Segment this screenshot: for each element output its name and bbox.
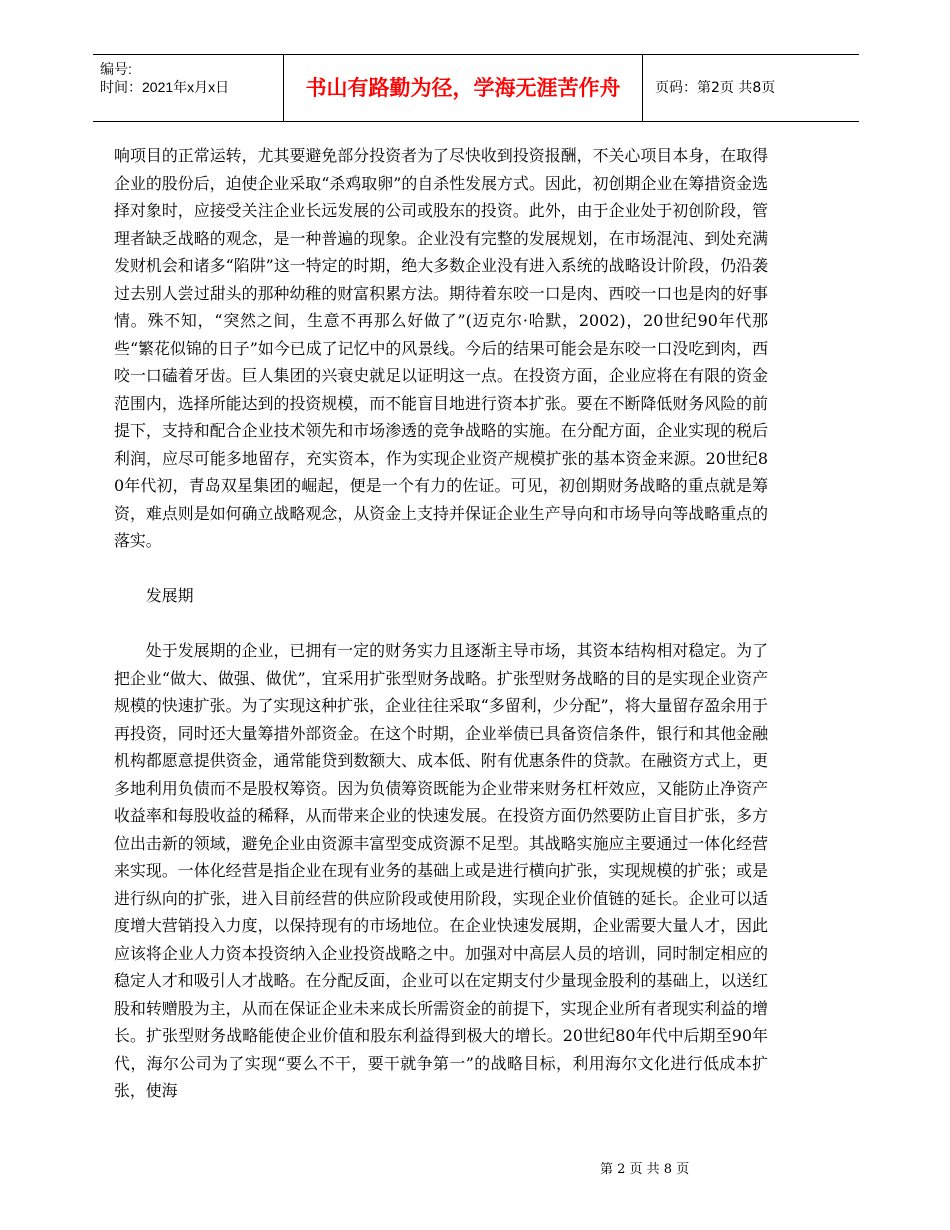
header-page-info: 页码：第2页 共8页 bbox=[655, 80, 776, 96]
header-motto: 书山有路勤为径，学海无涯苦作舟 bbox=[284, 55, 643, 121]
header-meta bbox=[93, 55, 284, 121]
document-body bbox=[114, 142, 768, 1105]
page-header bbox=[93, 54, 859, 122]
document-number-label: 编号: bbox=[100, 61, 132, 77]
body-paragraph-1: 响项目的正常运转，尤其要避免部分投资者为了尽快收到投资报酬，不关心项目本身，在取得企业的股份后，迫使企业采取“杀鸡取卵”的自杀性发展方式。因此，初创期企业在筹措资金选择对象时，应接受关注企业长远发展的公司或股东的投资。此外，由于企业处于初创阶段，管理者缺乏战略的观念，是一种普遍的现象。企业没有完整的发展规划，在市场混沌、到处充满发财机会和诸多“陷阱”这一特定的时期，绝大多数企业没有进入系统的战略设计阶段，仍沿袭过去别人尝过甜头的那种幼稚的财富积累方法。期待着东咬一口是肉、西咬一口也是肉的好事情。殊不知，“突然之间，生意不再那么好做了”(迈克尔·哈默，2002)，20世纪90年代那些“繁花似锦的日子”如今已成了记忆中的风景线。今后的结果可能会是东咬一口没吃到肉，西咬一口磕着牙齿。巨人集团的兴衰史就足以证明这一点。在投资方面，企业应将在有限的资金范围内，选择所能达到的投资规模，而不能盲目地进行资本扩张。要在不断降低财务风险的前提下，支持和配合企业技术领先和市场渗透的竞争战略的实施。在分配方面，企业实现的税后利润，应尽可能多地留存，充实资本，作为实现企业资产规模扩张的基本资金来源。20世纪80年代初，青岛双星集团的崛起，便是一个有力的佐证。可见，初创期财务战略的重点就是筹资，难点则是如何确立战略观念，从资金上支持并保证企业生产导向和市场导向等战略重点的落实。 bbox=[114, 146, 768, 550]
page-footer: 第 2 页 共 8 页 bbox=[600, 1162, 690, 1177]
document-time-label: 时间：2021年x月x日 bbox=[100, 79, 230, 95]
body-paragraph-2: 处于发展期的企业，已拥有一定的财务实力且逐渐主导市场，其资本结构相对稳定。为了把企业“做大、做强、做优”，宜采用扩张型财务战略。扩张型财务战略的目的是实现企业资产规模的快速扩张。为了实现这种扩张，企业往往采取“多留利，少分配”，将大量留存盈余用于再投资，同时还大量筹措外部资金。在这个时期，企业举债已具备资信条件，银行和其他金融机构都愿意提供资金，通常能贷到数额大、成本低、附有优惠条件的贷款。在融资方式上，更多地利用负债而不是股权筹资。因为负债筹资既能为企业带来财务杠杆效应，又能防止净资产收益率和每股收益的稀释，从而带来企业的快速发展。在投资方面仍然要防止盲目扩张，多方位出击新的领域，避免企业由资源丰富型变成资源不足型。其战略实施应主要通过一体化经营来实现。一体化经营是指企业在现有业务的基础上或是进行横向扩张，实现规模的扩张；或是进行纵向的扩张，进入目前经营的供应阶段或使用阶段，实现企业价值链的延长。企业可以适度增大营销投入力度，以保持现有的市场地位。在企业快速发展期，企业需要大量人才，因此应该将企业人力资本投资纳入企业投资战略之中。加强对中高层人员的培训，同时制定相应的稳定人才和吸引人才战略。在分配反面，企业可以在定期支付少量现金股利的基础上，以送红股和转赠股为主，从而在保证企业未来成长所需资金的前提下，实现企业所有者现实利益的增长。扩张型财务战略能使企业价值和股东利益得到极大的增长。20世纪80年代中后期至90年代，海尔公司为了实现“要么不干，要干就争第一”的战略目标，利用海尔文化进行低成本扩张，使海 bbox=[114, 641, 768, 1100]
section-heading: 发展期 bbox=[145, 586, 194, 605]
